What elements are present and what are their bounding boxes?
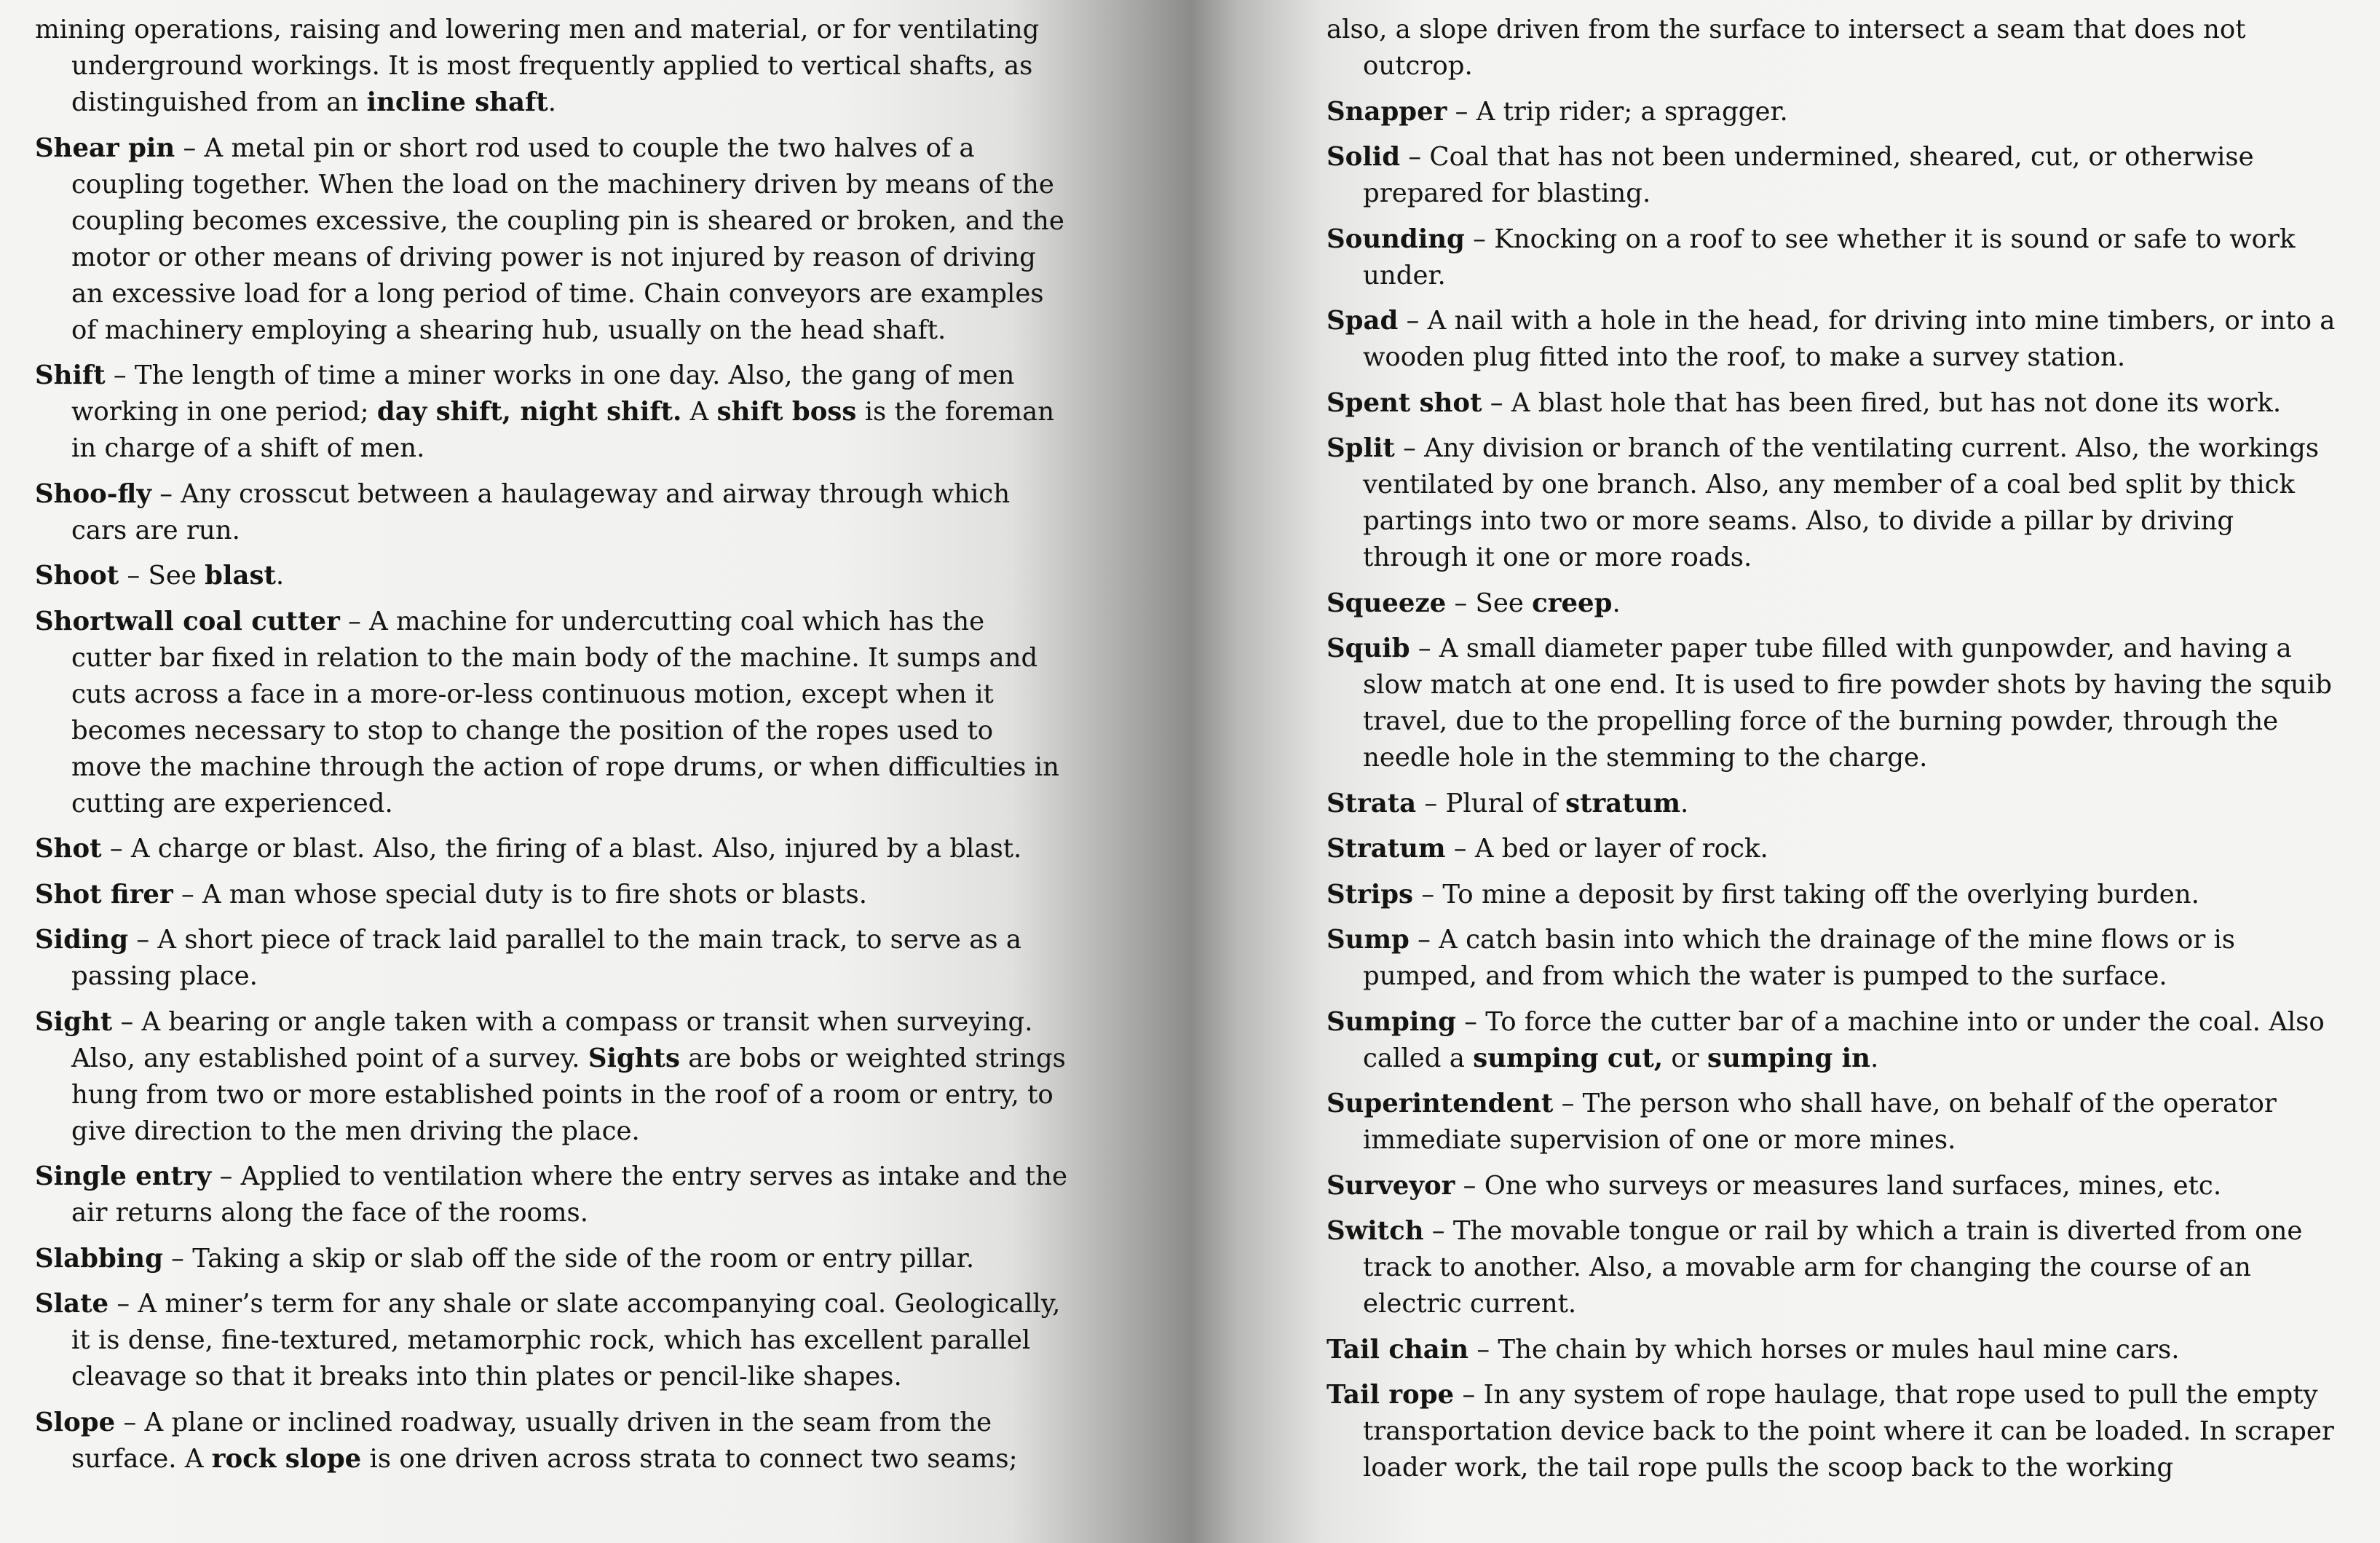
left-page-column (35, 12, 1069, 1486)
entry-definition: – A metal pin or short rod used to couple the two halves of a coupling together. When the load on the machinery driven by means of the coupling becomes excessive, the coupling pin is sheared or broken, and the motor or other means of driving power is not injured by reason of driving an excessive load for a long period of time. Chain conveyors are examples of machinery employing a shearing hub, usually on the head shaft. (71, 133, 1064, 345)
entry-definition: are bobs or weighted strings hung from two or more established points in the roof of a room or entry, to give direction to the men driving the place. (71, 1043, 1066, 1146)
entry-definition: – A plane or inclined roadway, usually driven in the seam from the surface. A (71, 1407, 992, 1474)
glossary-entry (1327, 922, 2346, 995)
entry-definition: – See (119, 561, 205, 591)
glossary-entry (1327, 94, 2346, 130)
entry-term: Single entry (35, 1161, 212, 1191)
glossary-entry (1327, 221, 2346, 294)
entry-term: Sump (1327, 925, 1410, 955)
glossary-entry (1327, 1086, 2346, 1159)
entry-term: Siding (35, 925, 129, 955)
entry-definition: – Knocking on a roof to see whether it is sound or safe to work under. (1363, 224, 2296, 291)
entry-definition: – One who surveys or measures land surfaces, mines, etc. (1455, 1170, 2222, 1201)
entry-term: Slope (35, 1407, 116, 1437)
entry-definition: is one driven across strata to connect two seams; (361, 1443, 1018, 1474)
entry-definition: – A short piece of track laid parallel to the main track, to serve as a passing place. (71, 925, 1022, 991)
cross-reference-term: Sights (588, 1043, 680, 1073)
entry-definition: . (1612, 588, 1621, 618)
entry-definition: – The movable tongue or rail by which a train is diverted from one track to another. Also, a movable arm for changing the course of an electric current. (1363, 1216, 2303, 1319)
entry-definition: – Taking a skip or slab off the side of the room or entry pillar. (162, 1243, 975, 1274)
entry-term: Switch (1327, 1216, 1424, 1246)
entry-definition: . (275, 561, 285, 591)
glossary-entry-continuation (35, 12, 1069, 121)
entry-definition: A (681, 397, 717, 427)
entry-term: Tail rope (1327, 1380, 1455, 1410)
entry-term: Stratum (1327, 834, 1446, 864)
entry-definition: – A small diameter paper tube filled with gunpowder, and having a slow match at one end. It is used to fire powder shots by having the squib travel, due to the propelling force of the burning powder, through the needle hole in the stemming to the charge. (1363, 634, 2332, 773)
entry-definition: mining operations, raising and lowering men and material, or for ventilating underground workings. It is most frequently applied to vertical shafts, as distinguished from an (35, 15, 1040, 117)
entry-term: Sight (35, 1006, 113, 1037)
entry-term: Squib (1327, 634, 1410, 663)
entry-definition: – A catch basin into which the drainage of the mine flows or is pumped, and from which the water is pumped to the surface. (1363, 925, 2236, 991)
entry-definition: – Any division or branch of the ventilating current. Also, the workings ventilated by one branch. Also, any member of a coal bed split by thick partings into two or more seams. Also, to divide a pillar by driving through it one or more roads. (1363, 433, 2320, 572)
glossary-entry (1327, 1168, 2346, 1204)
entry-definition: – A miner’s term for any shale or slate accompanying coal. Geologically, it is dense, fine-textured, metamorphic rock, which has excellent parallel cleavage so that it breaks into thin plates or pencil-like shapes. (71, 1289, 1061, 1392)
entry-term: Spad (1327, 306, 1399, 336)
entry-term: Strata (1327, 788, 1417, 818)
entry-term: Shoot (35, 561, 119, 591)
entry-term: Spent shot (1327, 387, 1482, 418)
glossary-entry (35, 1286, 1069, 1395)
entry-definition: . (1870, 1043, 1879, 1073)
entry-definition: – The chain by which horses or mules haul mine cars. (1468, 1334, 2180, 1365)
cross-reference-term: blast (205, 561, 276, 591)
entry-term: Sounding (1327, 224, 1465, 254)
glossary-entry (1327, 1213, 2346, 1322)
entry-term: Strips (1327, 879, 1414, 909)
entry-term: Slabbing (35, 1243, 163, 1274)
entry-term: Shot firer (35, 879, 173, 909)
entry-definition: – Applied to ventilation where the entry serves as intake and the air returns along the face of the rooms. (71, 1161, 1068, 1228)
glossary-entry-continuation (1327, 12, 2346, 84)
glossary-entry (35, 877, 1069, 913)
cross-reference-term: stratum (1565, 788, 1681, 818)
entry-term: Solid (1327, 142, 1401, 172)
entry-definition: – To force the cutter bar of a machine into or under the coal. Also called a (1363, 1006, 2325, 1073)
entry-definition: – Coal that has not been undermined, sheared, cut, or otherwise prepared for blasting. (1363, 142, 2254, 208)
right-page-column (1327, 12, 2346, 1496)
entry-term: Sumping (1327, 1006, 1456, 1037)
entry-definition: – A bed or layer of rock. (1445, 834, 1768, 864)
glossary-entry (35, 922, 1069, 995)
entry-definition: – To mine a deposit by first taking off the overlying burden. (1413, 879, 2199, 909)
entry-term: Squeeze (1327, 588, 1447, 618)
entry-definition: – A charge or blast. Also, the firing of a blast. Also, injured by a blast. (101, 834, 1022, 864)
glossary-entry (1327, 831, 2346, 867)
glossary-entry (1327, 1332, 2346, 1368)
entry-definition: – A man whose special duty is to fire shots or blasts. (173, 879, 868, 909)
entry-term: Tail chain (1327, 1334, 1469, 1365)
glossary-entry (1327, 303, 2346, 376)
entry-definition: – A machine for undercutting coal which has the cutter bar fixed in relation to the main body of the machine. It sumps and cuts across a face in a more-or-less continuous motion, except when it becomes necessary to stop to change the position of the ropes used to move the machine through the action of rope drums, or when difficulties in cutting are experienced. (71, 606, 1060, 818)
glossary-entry (1327, 585, 2346, 622)
glossary-entry (35, 476, 1069, 549)
cross-reference-term: shift boss (716, 397, 857, 427)
glossary-entry (1327, 430, 2346, 576)
entry-term: Shear pin (35, 133, 175, 163)
entry-definition: . (547, 87, 556, 117)
entry-term: Snapper (1327, 96, 1447, 127)
entry-definition: or (1663, 1043, 1707, 1073)
glossary-entry (35, 1241, 1069, 1277)
entry-term: Split (1327, 433, 1395, 463)
glossary-entry (1327, 1377, 2346, 1486)
entry-term: Surveyor (1327, 1170, 1455, 1201)
entry-definition: – Any crosscut between a haulageway and airway through which cars are run. (71, 478, 1011, 545)
glossary-entry (1327, 877, 2346, 913)
cross-reference-term: creep (1532, 588, 1613, 618)
entry-term: Shortwall coal cutter (35, 606, 340, 636)
entry-term: Slate (35, 1289, 109, 1319)
glossary-entry (1327, 385, 2346, 422)
entry-definition: – A bearing or angle taken with a compass or transit when surveying. Also, any established point of a survey. (71, 1006, 1033, 1073)
cross-reference-term: day shift, night shift. (376, 397, 682, 427)
entry-definition: . (1680, 788, 1689, 818)
glossary-entry (35, 1405, 1069, 1477)
cross-reference-term: sumping in (1707, 1043, 1870, 1073)
entry-definition: – The length of time a miner works in one day. Also, the gang of men working in one period; (71, 360, 1015, 427)
entry-definition: also, a slope driven from the surface to intersect a seam that does not outcrop. (1327, 15, 2246, 81)
entry-term: Shift (35, 360, 106, 390)
cross-reference-term: rock slope (211, 1443, 362, 1474)
entry-definition: – In any system of rope haulage, that rope used to pull the empty transportation device back to the point where it can be loaded. In scraper loader work, the tail rope pulls the scoop back to the working (1363, 1380, 2334, 1483)
entry-term: Shoo-fly (35, 478, 151, 509)
glossary-entry (1327, 786, 2346, 822)
entry-definition: – A blast hole that has been fired, but has not done its work. (1482, 387, 2282, 418)
entry-definition: – A trip rider; a spragger. (1447, 96, 1788, 127)
entry-definition: – A nail with a hole in the head, for driving into mine timbers, or into a wooden plug fitted into the roof, to make a survey station. (1363, 306, 2336, 372)
entry-term: Superintendent (1327, 1089, 1554, 1118)
cross-reference-term: incline shaft (366, 87, 548, 117)
glossary-entry (35, 831, 1069, 867)
entry-term: Shot (35, 834, 102, 864)
entry-definition: – The person who shall have, on behalf of the operator immediate supervision of one or more mines. (1363, 1089, 2277, 1155)
glossary-entry (35, 1159, 1069, 1231)
cross-reference-term: sumping cut, (1473, 1043, 1664, 1073)
entry-definition: – See (1446, 588, 1533, 618)
entry-definition: – Plural of (1416, 788, 1566, 818)
entry-definition: is the foreman in charge of a shift of men. (71, 397, 1055, 463)
glossary-entry (35, 604, 1069, 822)
glossary-entry (1327, 1004, 2346, 1077)
glossary-entry (35, 558, 1069, 594)
glossary-entry (35, 130, 1069, 349)
glossary-entry (1327, 139, 2346, 212)
glossary-entry (35, 1004, 1069, 1150)
glossary-entry (35, 358, 1069, 467)
glossary-entry (1327, 631, 2346, 776)
